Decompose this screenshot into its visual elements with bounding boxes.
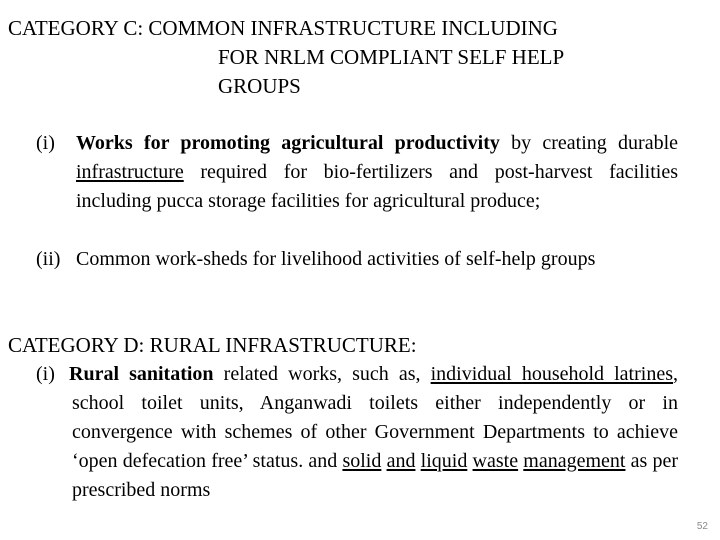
category-d-heading: CATEGORY D: RURAL INFRASTRUCTURE: [8,333,417,357]
category-c-heading-line1: CATEGORY C: COMMON INFRASTRUCTURE INCLUDING [8,16,558,40]
item-c2-paragraph: Common work-sheds for livelihood activities of self-help groups [76,248,596,270]
item-d1-underlined-liquid: liquid [420,450,468,472]
category-c-heading-line2: FOR NRLM COMPLIANT SELF HELP [218,45,565,69]
item-d1-bold: Rural sanitation [69,363,214,385]
item-c1-text2: required for bio-fertilizers and post-harvest facilities including pucca storage facilities for agricultural produce; [76,161,678,212]
item-d1-text3: as per prescribed norms [72,450,679,501]
item-d1-text2: , school toilet units, Anganwadi toilets either independently or in convergence with schemes of other Government Departments to achieve ‘open defecation free’ status. and [72,363,678,472]
item-d1-underlined-waste: waste [472,450,519,472]
item-c2-number: (ii) [36,248,61,270]
item-d1-text1: related works, such as, [213,363,431,385]
item-d1-underlined-household-latrines: individual household latrines [430,363,673,385]
item-d1-number: (i) [36,363,55,385]
item-c1-number: (i) [36,132,55,154]
item-c1-bold: Works for promoting agricultural productivity [76,132,500,154]
item-d1-paragraph [69,360,679,505]
item-c1-text1: by creating durable [499,132,679,154]
item-d1-underlined-and: and [386,450,416,472]
page-number: 52 [696,521,708,532]
item-d1-underlined-management: management [523,450,626,472]
item-d1-underlined-solid: solid [342,450,382,472]
item-c1-underlined: infrastructure [76,161,184,183]
category-c-heading-line3: GROUPS [218,74,301,98]
item-c1-paragraph [76,129,678,216]
